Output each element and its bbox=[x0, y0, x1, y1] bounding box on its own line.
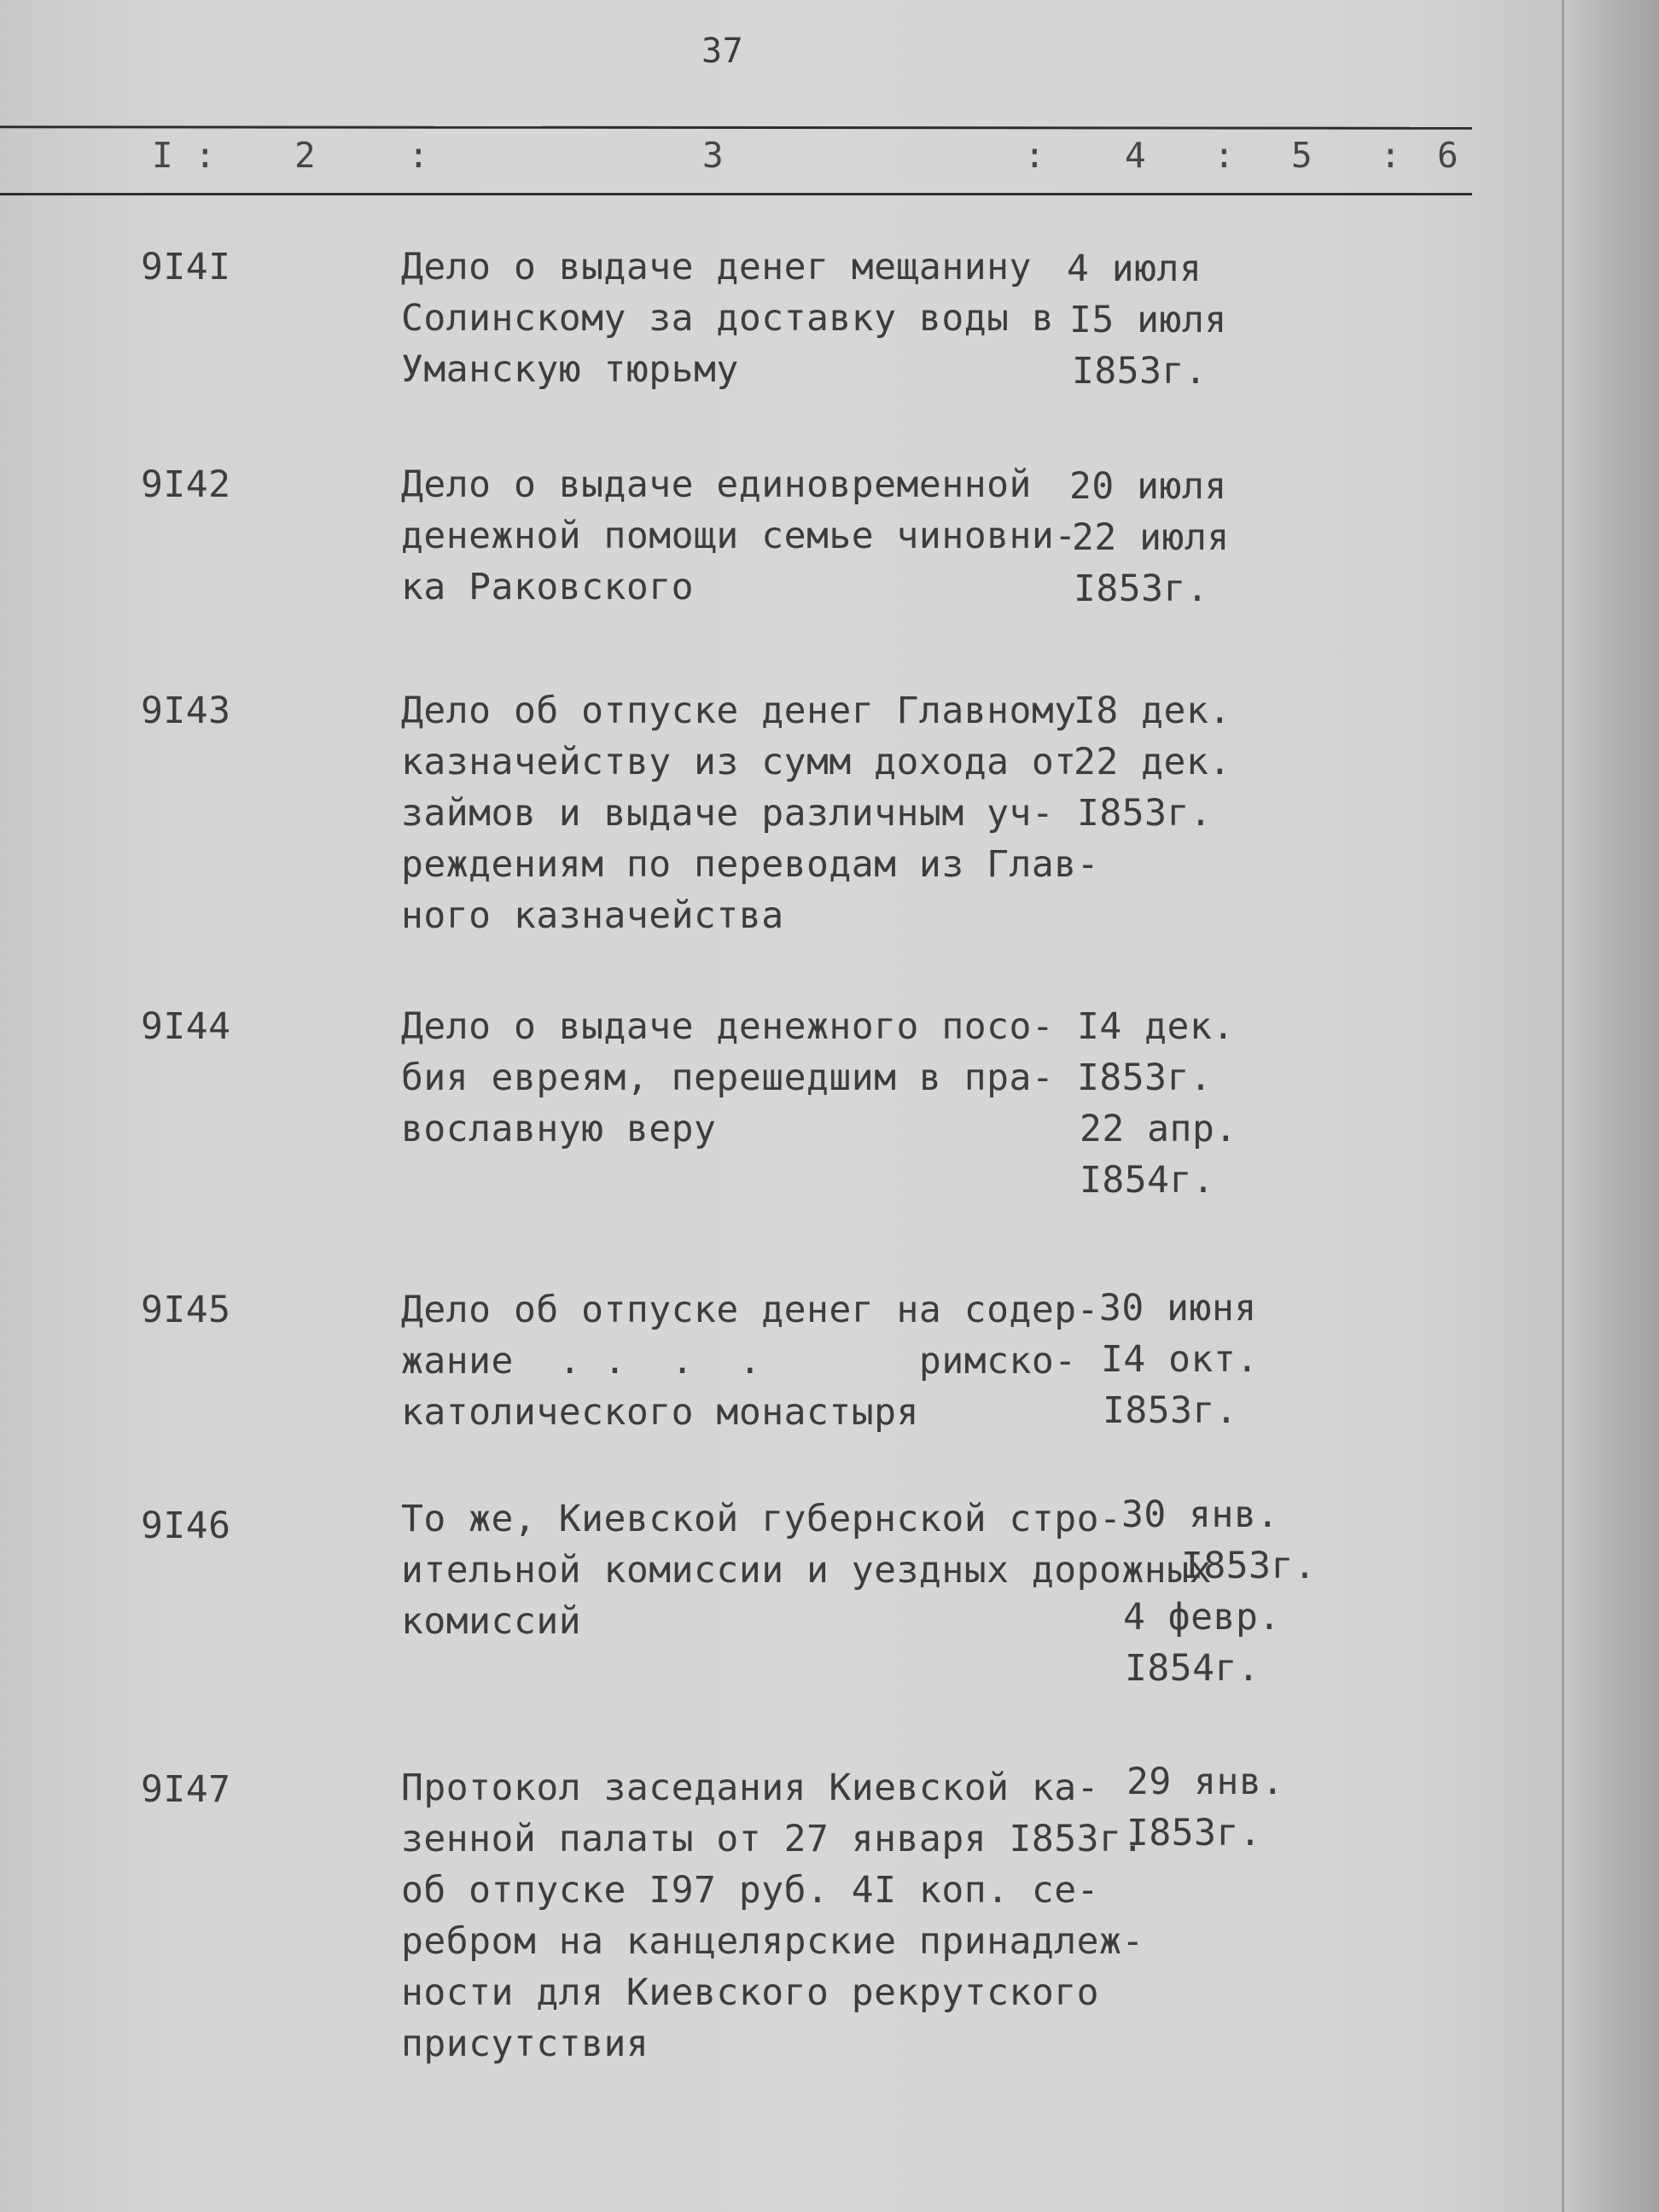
record-title-line: ности для Киевского рекрутского bbox=[401, 1971, 1100, 2014]
record-date-line: I853г. bbox=[1077, 1057, 1213, 1099]
record-date-line: 22 дек. bbox=[1074, 741, 1231, 783]
page-edge bbox=[1562, 0, 1564, 2212]
record-title-line: зенной палаты от 27 января I853г. bbox=[401, 1818, 1144, 1860]
record-number: 9I42 bbox=[141, 463, 231, 506]
record-title-line: Дело о выдаче единовременной bbox=[401, 463, 1032, 506]
record-date-line: 4 июля bbox=[1067, 247, 1202, 290]
record-date-line: 22 июля bbox=[1072, 516, 1230, 559]
column-separator: : bbox=[408, 135, 429, 176]
record-title-line: комиссий bbox=[401, 1600, 582, 1643]
record-title-line: Солинскому за доставку воды в bbox=[401, 297, 1055, 340]
header-rule-bottom bbox=[0, 193, 1472, 195]
record-date-line: I853г. bbox=[1074, 568, 1209, 610]
record-number: 9I43 bbox=[141, 690, 231, 732]
record-number: 9I4I bbox=[141, 246, 231, 288]
column-separator: : bbox=[1380, 135, 1401, 176]
record-title-line: ительной комиссии и уездных дорожных bbox=[401, 1549, 1212, 1592]
column-separator: : bbox=[1214, 135, 1235, 176]
record-date-line: I853г. bbox=[1181, 1545, 1317, 1587]
column-header-5: 5 bbox=[1291, 135, 1313, 176]
record-number: 9I47 bbox=[141, 1768, 231, 1811]
record-date-line: 4 февр. bbox=[1123, 1596, 1281, 1639]
record-title-line: Дело об отпуске денег на содер- bbox=[401, 1289, 1100, 1331]
record-date-line: 30 янв. bbox=[1121, 1493, 1279, 1536]
record-date-line: I853г. bbox=[1077, 792, 1213, 835]
record-number: 9I44 bbox=[141, 1005, 231, 1048]
record-date-line: I8 дек. bbox=[1074, 690, 1231, 732]
column-header-6: 6 bbox=[1437, 135, 1458, 176]
record-title-line: Уманскую тюрьму bbox=[401, 348, 739, 391]
record-title-line: вославную веру bbox=[401, 1108, 717, 1150]
record-date-line: I4 дек. bbox=[1077, 1005, 1235, 1048]
record-title-line: католического монастыря bbox=[401, 1391, 919, 1434]
record-title-line: присутствия bbox=[401, 2023, 649, 2065]
record-date-line: 30 июня bbox=[1099, 1287, 1257, 1330]
header-rule-top bbox=[0, 125, 1472, 130]
record-date-line: I853г. bbox=[1072, 350, 1208, 393]
record-title-line: Протокол заседания Киевской ка- bbox=[401, 1767, 1100, 1809]
record-date-line: 20 июля bbox=[1069, 465, 1227, 508]
record-title-line: ка Раковского bbox=[401, 566, 695, 608]
record-title-line: То же, Киевской губернской стро- bbox=[401, 1498, 1122, 1540]
record-date-line: I853г. bbox=[1126, 1812, 1262, 1854]
record-title-line: бия евреям, перешедшим в пра- bbox=[401, 1057, 1055, 1099]
record-title-line: денежной помощи семье чиновни- bbox=[401, 515, 1077, 557]
column-header-3: 3 bbox=[702, 135, 724, 176]
record-number: 9I45 bbox=[141, 1289, 231, 1331]
record-date-line: I853г. bbox=[1103, 1389, 1238, 1432]
record-date-line: I854г. bbox=[1080, 1159, 1215, 1202]
page-edge-shadow bbox=[1565, 0, 1659, 2212]
column-header-4: 4 bbox=[1125, 135, 1146, 176]
record-title-line: ребром на канцелярские принадлеж- bbox=[401, 1920, 1144, 1963]
record-title-line: Дело об отпуске денег Главному bbox=[401, 690, 1077, 732]
column-separator: : bbox=[195, 135, 216, 176]
record-number: 9I46 bbox=[141, 1505, 231, 1547]
record-date-line: I4 окт. bbox=[1101, 1338, 1259, 1381]
page-number: 37 bbox=[701, 32, 744, 71]
record-date-line: 29 янв. bbox=[1126, 1761, 1284, 1803]
column-header-2: 2 bbox=[294, 135, 316, 176]
record-title-line: об отпуске I97 руб. 4I коп. се- bbox=[401, 1869, 1100, 1912]
record-title-line: казначейству из сумм дохода от bbox=[401, 741, 1077, 783]
record-title-line: реждениям по переводам из Глав- bbox=[401, 843, 1100, 886]
record-title-line: жание . . . . римско- bbox=[401, 1340, 1077, 1382]
record-title-line: Дело о выдаче денежного посо- bbox=[401, 1005, 1055, 1048]
column-separator: : bbox=[1024, 135, 1045, 176]
record-date-line: I854г. bbox=[1125, 1647, 1260, 1690]
record-title-line: займов и выдаче различным уч- bbox=[401, 792, 1055, 835]
record-date-line: I5 июля bbox=[1069, 299, 1227, 341]
record-title-line: Дело о выдаче денег мещанину bbox=[401, 246, 1032, 288]
record-title-line: ного казначейства bbox=[401, 894, 784, 937]
column-header-1: I bbox=[152, 135, 173, 176]
record-date-line: 22 апр. bbox=[1080, 1108, 1237, 1150]
